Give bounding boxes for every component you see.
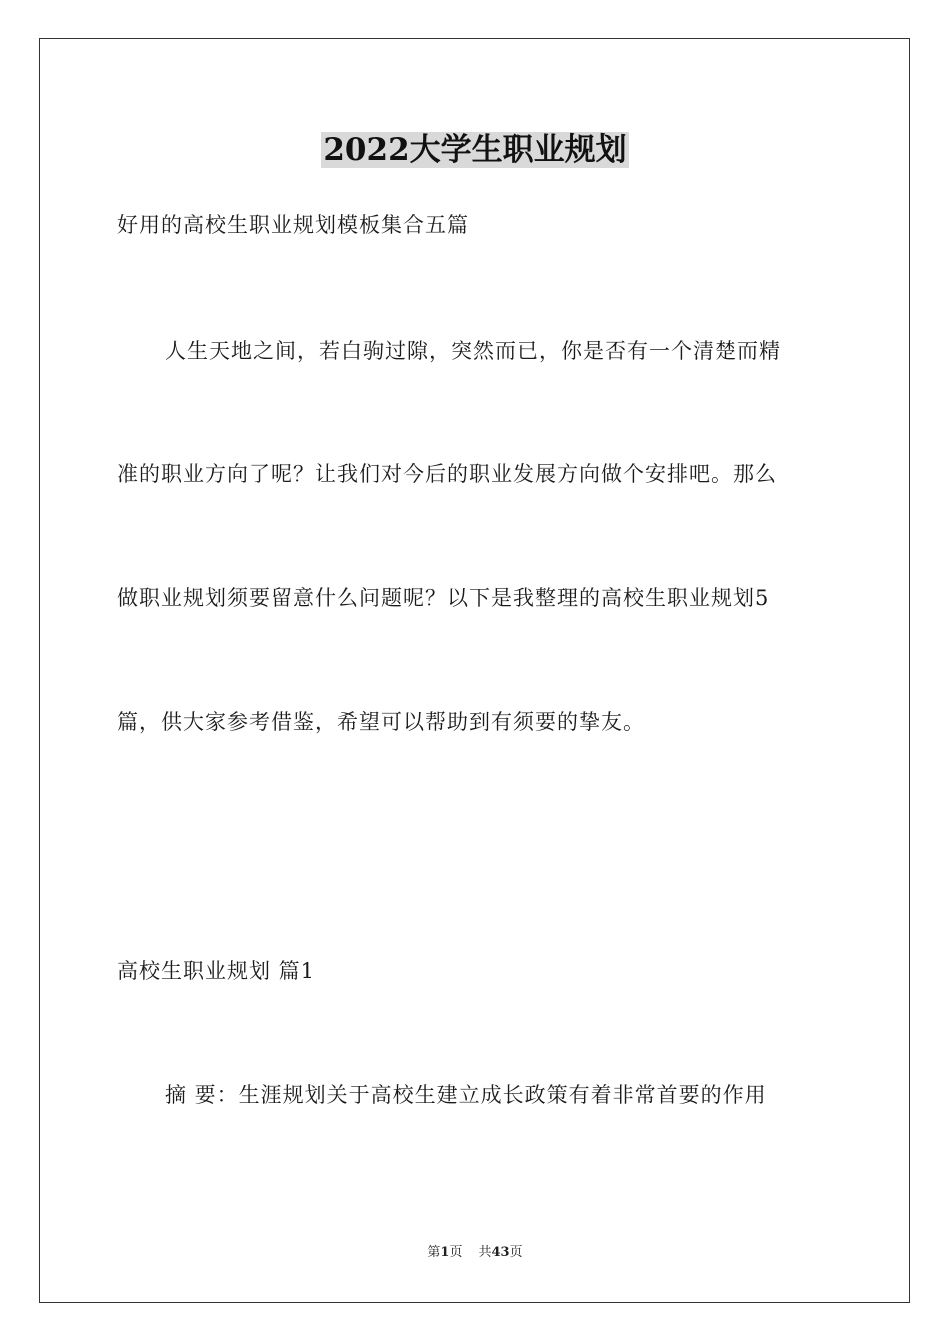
section-heading: 高校生职业规划 篇1 (117, 959, 316, 983)
document-title-text: 2022大学生职业规划 (323, 132, 627, 168)
document-subtitle: 好用的高校生职业规划模板集合五篇 (117, 213, 469, 237)
footer-page-prefix: 第 (427, 1245, 441, 1260)
footer-page-current: 1 (440, 1245, 450, 1260)
intro-line-4: 篇，供大家参考借鉴，希望可以帮助到有须要的挚友。 (117, 710, 645, 734)
footer-total-prefix: 共 (478, 1245, 492, 1260)
abstract-line: 摘 要：生涯规划关于高校生建立成长政策有着非常首要的作用 (165, 1083, 767, 1107)
footer-total-suffix: 页 (509, 1245, 523, 1260)
intro-line-2: 准的职业方向了呢？让我们对今后的职业发展方向做个安排吧。那么 (117, 462, 777, 486)
intro-line-3: 做职业规划须要留意什么问题呢？以下是我整理的高校生职业规划5 (117, 586, 770, 610)
page-footer (0, 1243, 950, 1263)
intro-line-1: 人生天地之间，若白驹过隙，突然而已，你是否有一个清楚而精 (165, 339, 781, 363)
document-title (0, 126, 950, 174)
footer-page-suffix: 页 (449, 1245, 463, 1260)
footer-page-total: 43 (491, 1245, 510, 1260)
